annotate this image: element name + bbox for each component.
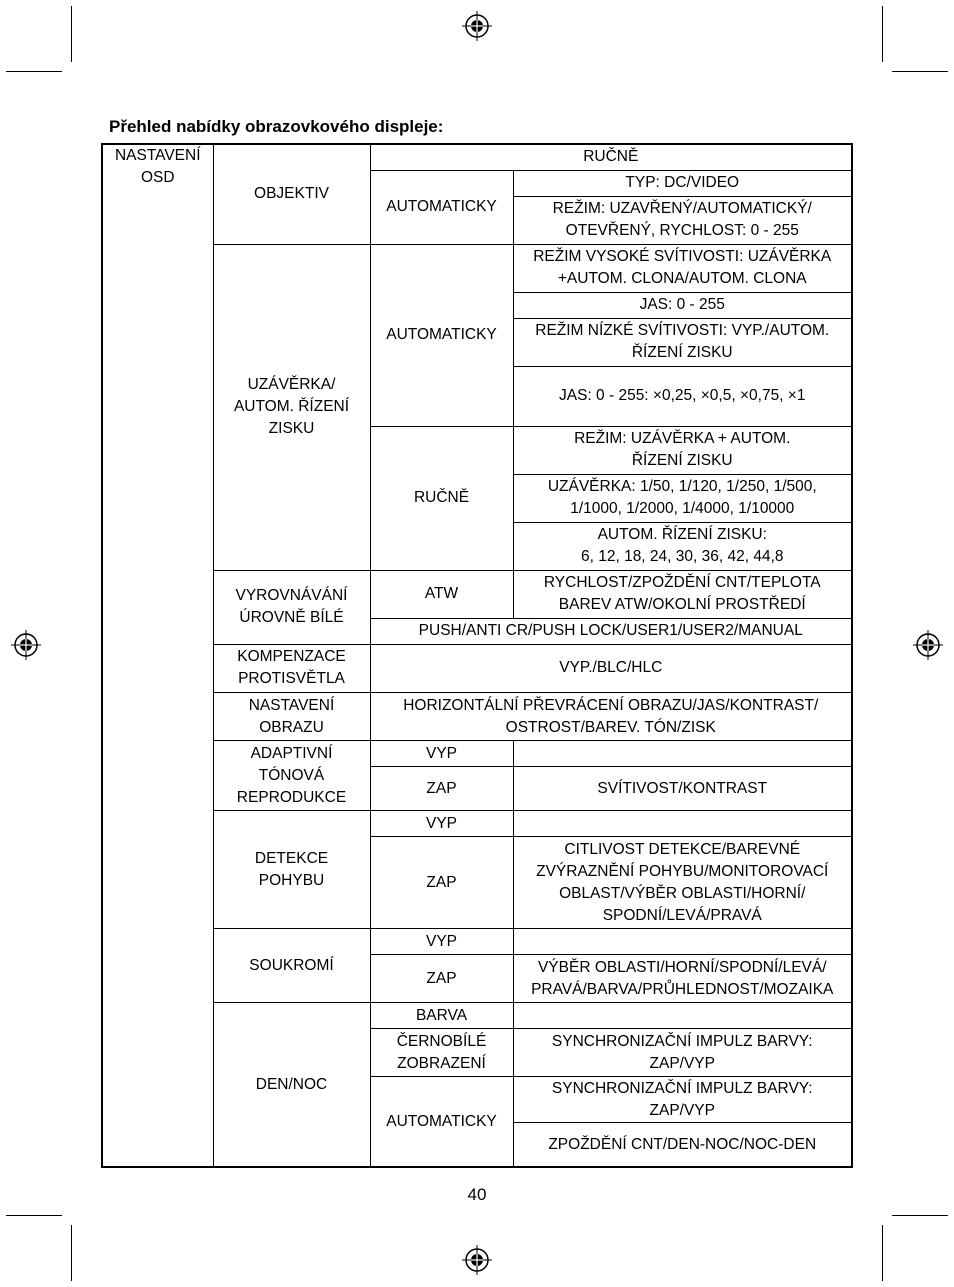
daynight-auto-item: SYNCHRONIZAČNÍ IMPULZ BARVY: ZAP/VYP [513, 1077, 852, 1123]
crop-mark [71, 6, 72, 62]
daynight-bw-item: SYNCHRONIZAČNÍ IMPULZ BARVY: ZAP/VYP [513, 1029, 852, 1077]
objektiv-auto-item: TYP: DC/VIDEO [513, 170, 852, 196]
root-cell: NASTAVENÍ OSD [102, 144, 213, 1167]
osd-menu-table [101, 143, 853, 1168]
privacy-label: SOUKROMÍ [213, 929, 370, 1003]
wb-atw: ATW [370, 570, 513, 618]
uzaverka-manual-item: UZÁVĚRKA: 1/50, 1/120, 1/250, 1/500, 1/1000, 1/2000, 1/4000, 1/10000 [513, 474, 852, 522]
crop-mark [892, 1215, 948, 1216]
uzaverka-manual: RUČNĚ [370, 426, 513, 570]
crop-mark [6, 71, 62, 72]
atr-off: VYP [370, 741, 513, 767]
uzaverka-manual-item: AUTOM. ŘÍZENÍ ZISKU: 6, 12, 18, 24, 30, 36, 42, 44,8 [513, 522, 852, 570]
crop-mark [882, 6, 883, 62]
daynight-bw: ČERNOBÍLÉ ZOBRAZENÍ [370, 1029, 513, 1077]
crop-mark [6, 1215, 62, 1216]
daynight-label: DEN/NOC [213, 1003, 370, 1167]
daynight-auto: AUTOMATICKY [370, 1077, 513, 1167]
page-heading: Přehled nabídky obrazovkového displeje: [109, 117, 444, 136]
crop-mark [892, 71, 948, 72]
image-label: NASTAVENÍ OBRAZU [213, 692, 370, 740]
wb-other-modes: PUSH/ANTI CR/PUSH LOCK/USER1/USER2/MANUAL [370, 618, 852, 644]
daynight-auto-item: ZPOŽDĚNÍ CNT/DEN-NOC/NOC-DEN [513, 1123, 852, 1167]
privacy-on: ZAP [370, 955, 513, 1003]
motion-off: VYP [370, 811, 513, 837]
registration-mark-icon [913, 630, 943, 660]
crop-mark [71, 1225, 72, 1281]
registration-mark-icon [11, 630, 41, 660]
registration-mark-icon [462, 11, 492, 41]
atr-off-item [513, 741, 852, 767]
motion-on: ZAP [370, 837, 513, 929]
objektiv-label: OBJEKTIV [213, 144, 370, 244]
atr-on-item: SVÍTIVOST/KONTRAST [513, 767, 852, 811]
daynight-color-item [513, 1003, 852, 1029]
daynight-color: BARVA [370, 1003, 513, 1029]
registration-mark-icon [462, 1245, 492, 1275]
uzaverka-auto-item: REŽIM NÍZKÉ SVÍTIVOSTI: VYP./AUTOM. ŘÍZENÍ ZISKU [513, 318, 852, 366]
image-value: HORIZONTÁLNÍ PŘEVRÁCENÍ OBRAZU/JAS/KONTRAST/ OSTROST/BAREV. TÓN/ZISK [370, 692, 852, 740]
uzaverka-auto: AUTOMATICKY [370, 244, 513, 426]
objektiv-auto-item: REŽIM: UZAVŘENÝ/AUTOMATICKÝ/ OTEVŘENÝ, RYCHLOST: 0 - 255 [513, 196, 852, 244]
wb-label: VYROVNÁVÁNÍ ÚROVNĚ BÍLÉ [213, 570, 370, 644]
privacy-on-item: VÝBĚR OBLASTI/HORNÍ/SPODNÍ/LEVÁ/ PRAVÁ/BARVA/PRŮHLEDNOST/MOZAIKA [513, 955, 852, 1003]
uzaverka-auto-item: JAS: 0 - 255 [513, 292, 852, 318]
uzaverka-auto-item: REŽIM VYSOKÉ SVÍTIVOSTI: UZÁVĚRKA +AUTOM. CLONA/AUTOM. CLONA [513, 244, 852, 292]
motion-on-item: CITLIVOST DETEKCE/BAREVNÉ ZVÝRAZNĚNÍ POHYBU/MONITOROVACÍ OBLAST/VÝBĚR OBLASTI/HORNÍ/ SPODNÍ/LEVÁ/PRAVÁ [513, 837, 852, 929]
atr-label: ADAPTIVNÍ TÓNOVÁ REPRODUKCE [213, 741, 370, 811]
uzaverka-manual-item: REŽIM: UZÁVĚRKA + AUTOM. ŘÍZENÍ ZISKU [513, 426, 852, 474]
motion-label: DETEKCE POHYBU [213, 811, 370, 929]
privacy-off-item [513, 929, 852, 955]
blc-label: KOMPENZACE PROTISVĚTLA [213, 644, 370, 692]
page-number: 40 [467, 1185, 487, 1204]
atr-on: ZAP [370, 767, 513, 811]
objektiv-manual: RUČNĚ [370, 144, 852, 170]
wb-atw-item: RYCHLOST/ZPOŽDĚNÍ CNT/TEPLOTA BAREV ATW/OKOLNÍ PROSTŘEDÍ [513, 570, 852, 618]
crop-mark [882, 1225, 883, 1281]
objektiv-auto: AUTOMATICKY [370, 170, 513, 244]
uzaverka-auto-item: JAS: 0 - 255: ×0,25, ×0,5, ×0,75, ×1 [513, 366, 852, 426]
blc-value: VYP./BLC/HLC [370, 644, 852, 692]
privacy-off: VYP [370, 929, 513, 955]
uzaverka-label: UZÁVĚRKA/ AUTOM. ŘÍZENÍ ZISKU [213, 244, 370, 570]
motion-off-item [513, 811, 852, 837]
